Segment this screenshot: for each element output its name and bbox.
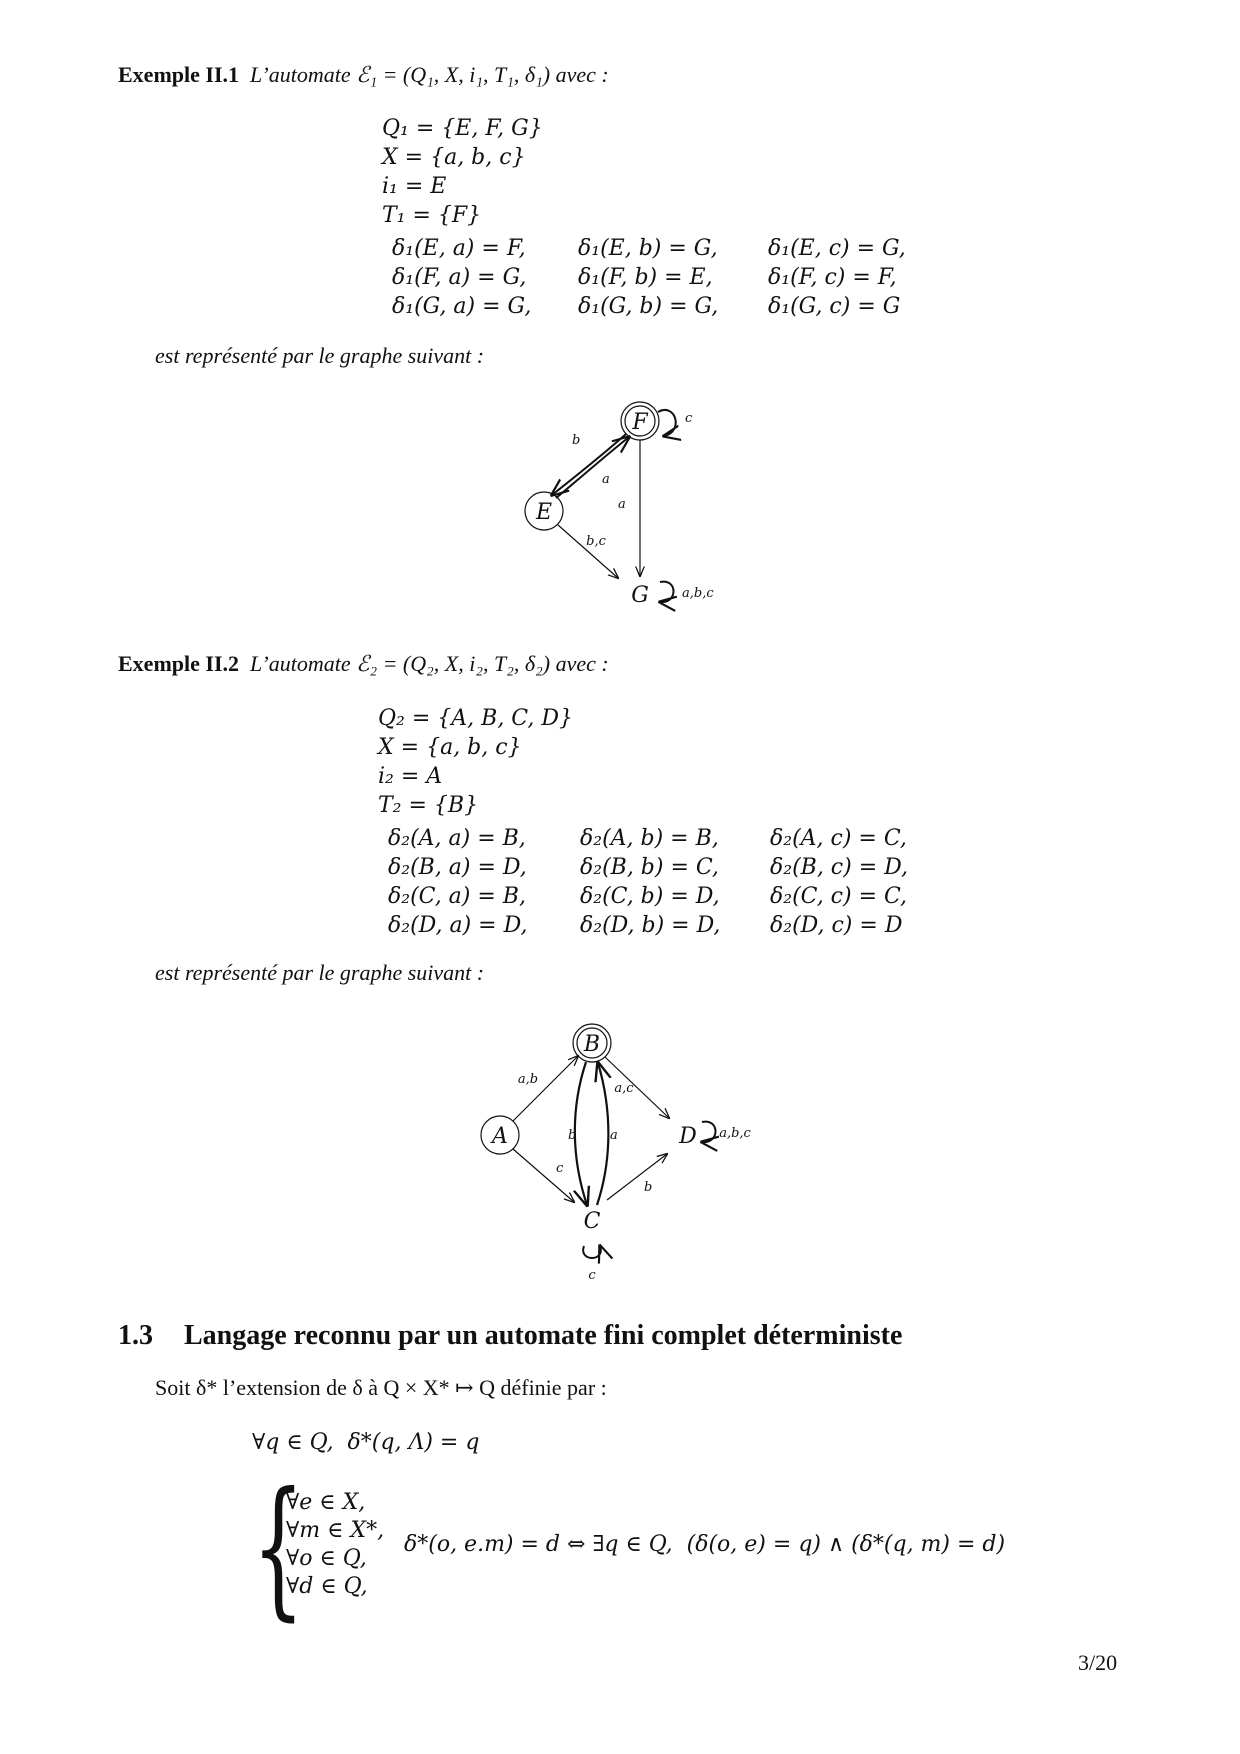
edge-F-E: [552, 434, 626, 495]
loop-C: [583, 1246, 601, 1258]
example1-label: Exemple II.1: [118, 62, 239, 87]
transition-cell: δ₁(F, c) = F,: [768, 265, 897, 290]
definition-line: Q₂ = {A, B, C, D}: [378, 706, 573, 731]
quantifier: ∀e ∈ X,: [286, 1490, 366, 1515]
state-label: D: [679, 1124, 697, 1149]
state-label: A: [492, 1124, 508, 1149]
quantifier-list: [286, 1490, 384, 1602]
example1-definitions: [382, 116, 543, 232]
definition-line: i₁ = E: [382, 174, 447, 199]
state-label: E: [535, 500, 553, 525]
definition-line: i₂ = A: [378, 764, 443, 789]
transition-row: [392, 294, 918, 323]
transition-row: [392, 236, 918, 265]
edge-label: b,c: [586, 534, 606, 549]
loop-D: [702, 1122, 716, 1143]
quantifier: ∀d ∈ Q,: [286, 1574, 368, 1599]
definition-line: X = {a, b, c}: [378, 735, 522, 760]
edge-A-B: [513, 1056, 578, 1121]
transition-cell: δ₁(G, c) = G: [768, 294, 901, 319]
transition-cell: δ₂(A, c) = C,: [770, 826, 907, 851]
state-A: [481, 1116, 519, 1154]
transition-cell: δ₂(A, b) = B,: [580, 826, 719, 851]
transition-row: [392, 265, 918, 294]
automaton-graph-2: [460, 1010, 800, 1290]
example2-label: Exemple II.2: [118, 651, 239, 676]
left-brace: {: [252, 1461, 305, 1635]
example2-description: L’automate ℰ₂ = (Q₂, X, i₂, T₂, δ₂) avec :: [250, 651, 609, 676]
formula-recursive-case: δ*(o, e.m) = d ⇔ ∃q ∈ Q, (δ(o, e) = q) ∧ (δ*(q, m) = d): [404, 1532, 1006, 1557]
state-label: G: [631, 583, 649, 608]
section-title: Langage reconnu par un automate fini complet déterministe: [184, 1320, 903, 1351]
transition-cell: δ₂(D, b) = D,: [580, 913, 721, 938]
loop-G: [660, 582, 674, 603]
state-label: C: [583, 1209, 601, 1234]
state-D: [678, 1124, 697, 1149]
edge-label: b: [572, 433, 581, 448]
definition-line: T₁ = {F}: [382, 203, 482, 228]
state-F: [621, 402, 659, 440]
definition-line: T₂ = {B}: [378, 793, 479, 818]
transition-cell: δ₂(C, b) = D,: [580, 884, 720, 909]
transition-cell: δ₂(D, c) = D: [770, 913, 903, 938]
transition-cell: δ₂(B, a) = D,: [388, 855, 527, 880]
example2-transition-table: [388, 826, 920, 942]
edge-C-B: [597, 1063, 608, 1205]
definition-line: X = {a, b, c}: [382, 145, 526, 170]
edge-label: a: [618, 497, 626, 512]
transition-cell: δ₁(G, a) = G,: [392, 294, 532, 319]
transition-cell: δ₂(C, c) = C,: [770, 884, 908, 909]
edge-label: b: [644, 1180, 653, 1195]
transition-row: [388, 884, 920, 913]
formula-base-case: ∀q ∈ Q, δ*(q, Λ) = q: [252, 1430, 480, 1455]
section-heading: [118, 1320, 902, 1352]
transition-cell: δ₂(C, a) = B,: [388, 884, 526, 909]
transition-cell: δ₁(E, a) = F,: [392, 236, 526, 261]
example2-definitions: [378, 706, 573, 822]
edge-C-D: [607, 1154, 667, 1200]
edge-label: c: [685, 411, 693, 426]
transition-cell: δ₂(D, a) = D,: [388, 913, 528, 938]
section-intro: Soit δ* l’extension de δ à Q × X* ↦ Q définie par :: [155, 1375, 607, 1400]
edge-E-G: [558, 525, 618, 578]
quantifier: ∀o ∈ Q,: [286, 1546, 367, 1571]
edge-label: a,b,c: [719, 1126, 751, 1141]
edge-B-C: [575, 1062, 587, 1205]
example1-transition-table: [392, 236, 918, 323]
transition-cell: δ₁(E, c) = G,: [768, 236, 906, 261]
edge-E-F: [556, 437, 629, 498]
state-label: B: [583, 1032, 601, 1057]
state-G: [631, 583, 649, 608]
example1-heading: [118, 62, 609, 88]
edge-label: a,b: [517, 1072, 539, 1087]
quantifier: ∀m ∈ X*,: [286, 1518, 385, 1543]
edge-A-C: [513, 1149, 574, 1202]
edge-label: a,b,c: [682, 586, 714, 601]
transition-cell: δ₁(G, b) = G,: [578, 294, 719, 319]
edge-label: a,c: [614, 1081, 634, 1096]
section-number: 1.3: [118, 1320, 153, 1351]
loop-F: [658, 410, 676, 436]
automaton-graph-1: [500, 390, 760, 630]
transition-row: [388, 826, 920, 855]
edge-label: c: [588, 1268, 596, 1283]
example1-description: L’automate ℰ₁ = (Q₁, X, i₁, T₁, δ₁) avec :: [250, 62, 609, 87]
transition-cell: δ₁(F, a) = G,: [392, 265, 527, 290]
transition-cell: δ₁(E, b) = G,: [578, 236, 718, 261]
transition-row: [388, 913, 920, 942]
example2-intro: est représenté par le graphe suivant :: [155, 960, 485, 985]
edge-label: a: [602, 472, 610, 487]
edge-label: a: [610, 1128, 618, 1143]
edge-label: b: [568, 1128, 577, 1143]
state-label: F: [632, 410, 648, 435]
example2-heading: [118, 651, 609, 677]
transition-cell: δ₂(B, c) = D,: [770, 855, 908, 880]
transition-cell: δ₂(B, b) = C,: [580, 855, 719, 880]
transition-cell: δ₂(A, a) = B,: [388, 826, 526, 851]
transition-cell: δ₁(F, b) = E,: [578, 265, 713, 290]
state-B: [573, 1024, 611, 1062]
transition-row: [388, 855, 920, 884]
page-number: 3/20: [1078, 1650, 1118, 1675]
edge-label: c: [556, 1161, 564, 1176]
definition-line: Q₁ = {E, F, G}: [382, 116, 543, 141]
state-C: [584, 1209, 601, 1234]
example1-intro: est représenté par le graphe suivant :: [155, 343, 485, 368]
